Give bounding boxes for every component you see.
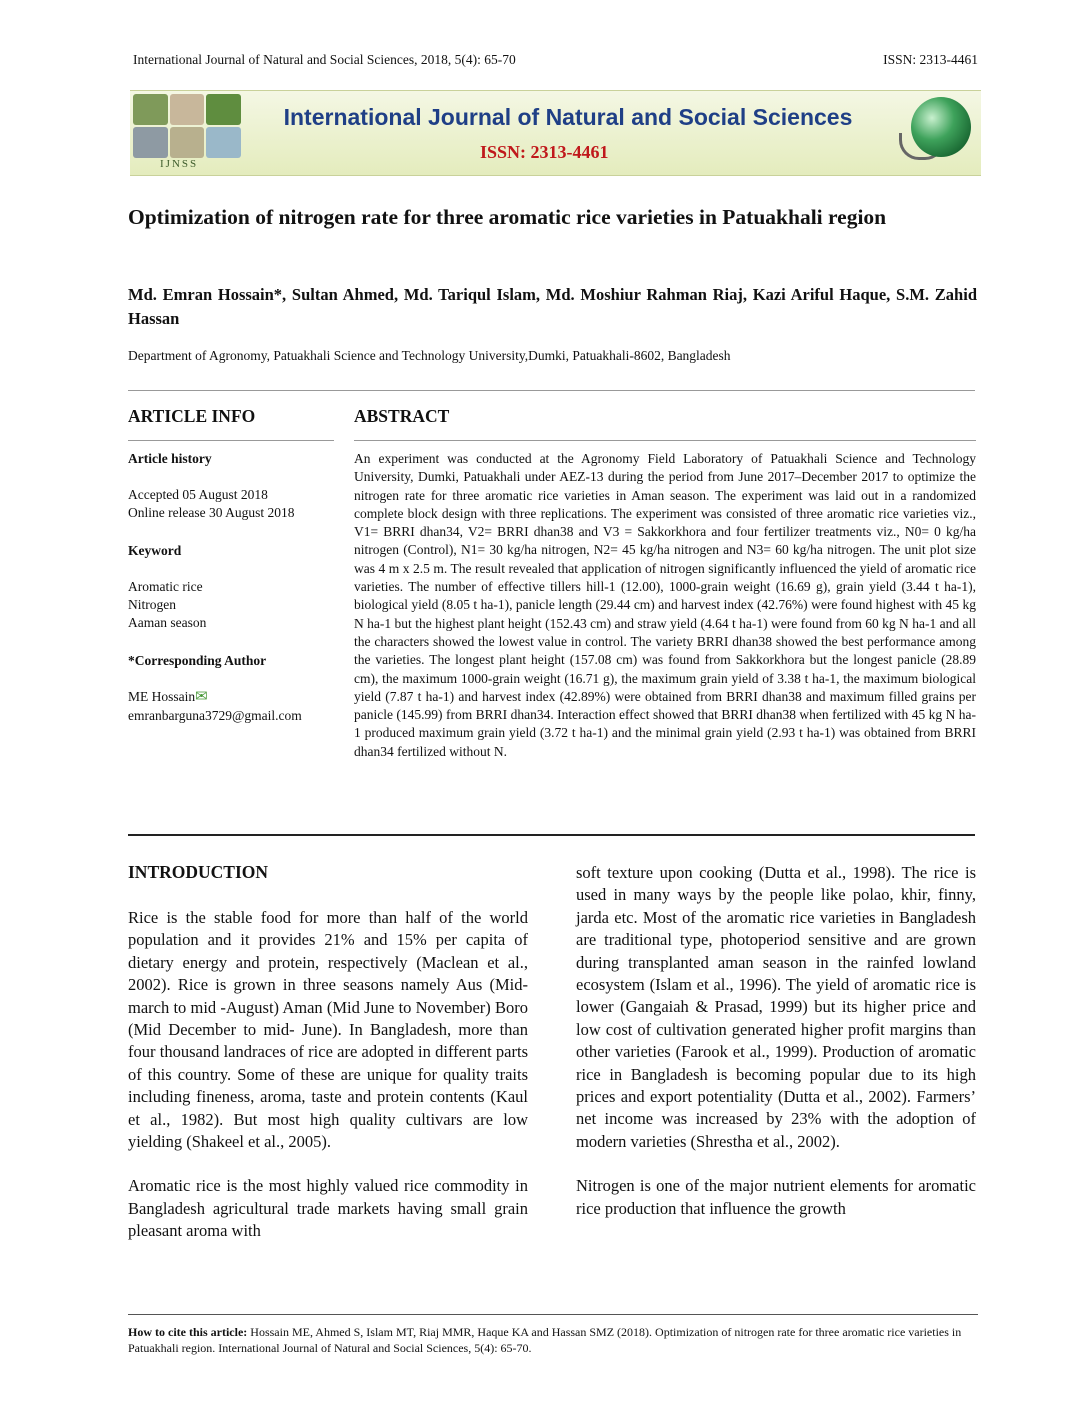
keyword-label: Keyword bbox=[128, 543, 182, 558]
divider-footer bbox=[128, 1314, 978, 1315]
introduction-heading: INTRODUCTION bbox=[128, 862, 269, 882]
divider-abstract-end bbox=[128, 834, 975, 836]
globe-icon bbox=[911, 97, 971, 157]
abstract-text: An experiment was conducted at the Agronomy Field Laboratory of Patuakhali Science and Technology University, Dumki, Patuakhali under AEZ-13 during the period from June 2017–December 2017 to optimize the nitrogen rate for three aromatic rice varieties in Aman season. The experiment was laid out in a randomized complete block design with three replications. The experiment was consisted of three aromatic rice varieties viz., V1= BRRI dhan34, V2= BRRI dhan38 and V3 = Sakkorkhora and four fertilizer treatments viz., N0= 0 kg/ha nitrogen (Control), N1= 30 kg/ha nitrogen, N2= 45 kg/ha nitrogen and N3= 60 kg/ha nitrogen. The unit plot size was 4 m x 2.5 m. The result revealed that application of nitrogen significantly influenced the yield of aromatic rice varieties. The number of effective tillers hill-1 (12.00), 1000-grain weight (16.69 g), grain yield (3.44 t ha-1), biological yield (8.05 t ha-1), panicle length (29.44 cm) and harvest index (42.76%) were found highest with 45 kg N ha-1 but the highest plant height (152.43 cm) and straw yield (4.64 t ha-1) were found from 60 kg N ha-1 and all the characters showed the lowest value in control. The variety BRRI dhan38 showed the best performance among the varieties. The longest plant height (157.08 cm) was found from Sakkorkhora but the longest panicle (28.89 cm), the maximum 1000-grain weight (16.71 g), the maximum grain yield of 3.38 t ha-1, the maximum biological yield (7.87 t ha-1) and harvest index (42.89%) were obtained from BRRI dhan38 and maximum filled grains per panicle (145.99) from BRRI dhan34. Interaction effect showed that BRRI dhan38 when fertilized with 45 kg N ha-1 produced maximum grain yield (3.72 t ha-1) and the minimal grain yield (2.93 t ha-1) was obtained from BRRI dhan34 fertilized without N. bbox=[354, 451, 976, 759]
online-release-date: Online release 30 August 2018 bbox=[128, 505, 295, 520]
accepted-date: Accepted 05 August 2018 bbox=[128, 487, 268, 502]
journal-banner bbox=[130, 90, 981, 176]
keyword-item: Aromatic rice bbox=[128, 579, 203, 594]
intro-right-column bbox=[576, 862, 976, 1220]
intro-paragraph-3: Nitrogen is one of the major nutrient elements for aromatic rice production that influence the growth bbox=[576, 1176, 976, 1218]
citation-text: Hossain ME, Ahmed S, Islam MT, Riaj MMR, Haque KA and Hassan SMZ (2018). Optimization of nitrogen rate for three aromatic rice varieties in Patuakhali region. International Journal of Natural and Social Sciences, 5(4): 65-70. bbox=[128, 1325, 962, 1355]
article-affiliation: Department of Agronomy, Patuakhali Science and Technology University,Dumki, Patuakhali-8602, Bangladesh bbox=[128, 348, 731, 363]
keyword-item: Aaman season bbox=[128, 615, 207, 630]
running-header bbox=[133, 52, 978, 68]
article-title: Optimization of nitrogen rate for three aromatic rice varieties in Patuakhali region bbox=[128, 205, 887, 229]
article-authors: Md. Emran Hossain*, Sultan Ahmed, Md. Tariqul Islam, Md. Moshiur Rahman Riaj, Kazi Ariful Haque, S.M. Zahid Hassan bbox=[128, 285, 977, 328]
intro-paragraph-1: Rice is the stable food for more than half of the world population and it provides 21% and 15% per capita of dietary energy and protein, respectively (Maclean et al., 2002). Rice is grown in three seasons namely Aus (Mid- march to mid -August) Aman (Mid June to November) Boro (Mid December to mid- June). In Bangladesh, more than four thousand landraces of rice are adopted in different parts of this country. Some of these are unique for quality traits including fineness, aroma, taste and protein contents (Kaul et al., 1982). But most high quality cultivars are low yielding (Shakeel et al., 2005). bbox=[128, 908, 528, 1152]
banner-issn: ISSN: 2313-4461 bbox=[480, 142, 609, 162]
citation-label: How to cite this article: bbox=[128, 1325, 248, 1339]
article-history-label: Article history bbox=[128, 451, 212, 466]
article-info-heading: ARTICLE INFO bbox=[128, 406, 256, 426]
divider-top bbox=[128, 390, 975, 391]
divider-abstract bbox=[354, 440, 976, 441]
corresponding-name-text: ME Hossain bbox=[128, 689, 196, 704]
banner-journal-name: International Journal of Natural and Social Sciences bbox=[283, 104, 853, 130]
intro-paragraph-2: Aromatic rice is the most highly valued rice commodity in Bangladesh agricultural trade markets having small grain pleasant aroma with bbox=[128, 1176, 528, 1241]
corresponding-author-name bbox=[128, 688, 208, 707]
divider-article-info bbox=[128, 440, 334, 441]
intro-paragraph-2-continued: soft texture upon cooking (Dutta et al., 1998). The rice is used in many ways by the people like polao, khir, finny, jarda etc. Most of the aromatic rice varieties in Bangladesh are traditional type, photoperiod sensitive and are grown during transplanted aman season in the rainfed lowland ecosystem (Islam et al., 1996). The yield of aromatic rice is lower (Gangaiah & Prasad, 1999) but its higher price and low cost of cultivation generated higher profit margins than other varieties (Farook et al., 1999). Production of aromatic rice in Bangladesh is becoming popular due to its high prices and export potentiality (Dutta et al., 2002). Farmers’ net income was increased by 23% with the adoption of modern varieties (Shrestha et al., 2002). bbox=[576, 863, 976, 1151]
keyword-item: Nitrogen bbox=[128, 597, 176, 612]
banner-logo-text: IJNSS bbox=[160, 158, 199, 170]
running-header-left: International Journal of Natural and Social Sciences, 2018, 5(4): 65-70 bbox=[133, 52, 516, 67]
intro-left-column bbox=[128, 907, 528, 1243]
corresponding-email[interactable]: emranbarguna3729@gmail.com bbox=[128, 708, 302, 723]
corresponding-author-label: *Corresponding Author bbox=[128, 653, 267, 668]
citation-footer bbox=[128, 1325, 978, 1356]
banner-photo-collage bbox=[133, 94, 241, 158]
running-header-right: ISSN: 2313-4461 bbox=[883, 52, 978, 67]
envelope-icon[interactable]: ✉ bbox=[195, 689, 208, 705]
abstract-heading: ABSTRACT bbox=[354, 406, 450, 426]
